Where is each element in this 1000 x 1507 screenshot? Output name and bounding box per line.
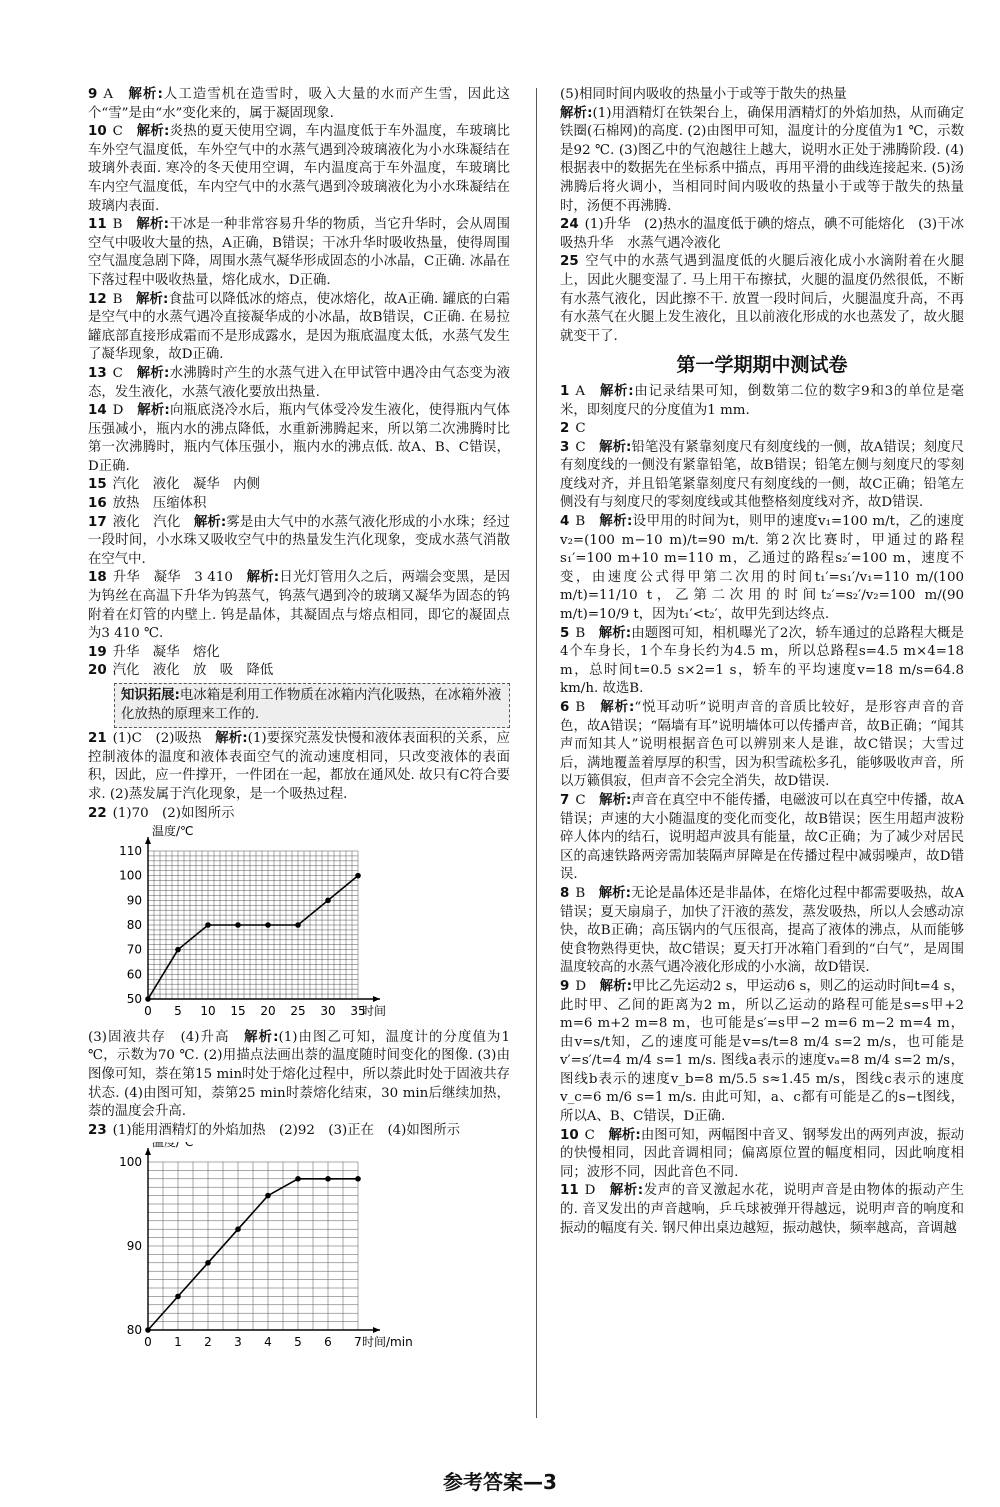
item-number: 14	[88, 403, 107, 419]
answer-item	[560, 420, 964, 439]
answer-item-22-analysis	[88, 1029, 510, 1122]
item-number: 9	[88, 87, 98, 102]
analysis-label: 解析:	[246, 570, 280, 586]
x-tick-label: 7	[354, 1335, 362, 1350]
item-number: 25	[560, 254, 579, 270]
data-point	[145, 1328, 151, 1334]
right-answer-list-b	[560, 383, 964, 1238]
x-tick-label: 4	[264, 1335, 272, 1350]
x-tick-label: 10	[200, 1004, 216, 1019]
data-point	[175, 1294, 181, 1300]
item-answer: D	[112, 403, 124, 419]
data-point	[325, 1176, 331, 1182]
analysis-label: 解析:	[599, 439, 632, 455]
x-tick-label: 5	[294, 1335, 302, 1350]
item-text: 雾是由大气中的水蒸气液化形成的小水珠；经过一段时间，小水珠又吸收空气中的热量发生汽化现象，变成水蒸气消散在空气中.	[88, 514, 511, 567]
x-tick-label: 20	[260, 1004, 276, 1019]
item-number: 17	[88, 514, 107, 530]
answer-item	[88, 514, 510, 570]
data-point	[175, 947, 181, 953]
answer-item	[560, 792, 964, 885]
item-number: 6	[560, 700, 570, 715]
item-number: 10	[560, 1127, 579, 1143]
data-point	[355, 1176, 361, 1182]
item-number: 19	[88, 644, 107, 660]
item-answer: C	[584, 1127, 595, 1143]
answer-item	[88, 644, 510, 663]
item-number: 9	[560, 978, 570, 994]
item-number: 3	[560, 439, 570, 455]
item-answer: 升华 凝华 3 410	[112, 570, 233, 586]
item-number: 5	[560, 625, 570, 641]
item-answer: A	[575, 383, 585, 399]
column-divider	[536, 88, 537, 1418]
item-text: “悦耳动听”说明声音的音质比较好，是形容声音的音色，故A错误；“隔墙有耳”说明墙体可以传播声音，故B正确；“闻其声而知其人”说明根据音色可以辨别来人是谁，故C错误；大雪过后，满地覆盖着厚厚的积雪，因为积雪疏松多孔，能够吸收声音，所以万籁俱寂，但声音不会完全消失，故D错误.	[560, 700, 965, 790]
knowledge-tip	[114, 683, 510, 728]
item-number: 24	[560, 217, 579, 233]
item-number: 11	[88, 217, 107, 233]
y-tick-label: 60	[126, 967, 142, 982]
answer-item	[560, 885, 964, 978]
analysis-label: 解析:	[136, 217, 170, 233]
answer-item	[88, 123, 510, 216]
answer-23-analysis	[560, 105, 964, 217]
left-answer-list	[88, 86, 510, 681]
item-number: 2	[560, 421, 570, 437]
analysis-label: 解析:	[599, 383, 634, 399]
y-tick-label: 80	[126, 1323, 142, 1338]
x-tick-label: 0	[144, 1004, 152, 1019]
x-tick-label: 25	[290, 1004, 306, 1019]
item-text: 人工造雪机在造雪时，吸入大量的水而产生雪，因此这个“雪”是由“水”变化来的，属于凝固现象.	[88, 87, 511, 121]
x-axis-arrow	[373, 996, 380, 1002]
answer-item	[560, 216, 964, 253]
item-answer: 汽化 液化 放 吸 降低	[112, 663, 274, 679]
item-answer: B	[575, 514, 586, 530]
chart-naphthalene	[108, 825, 510, 1027]
analysis-label: 解析:	[193, 514, 227, 530]
data-point	[325, 898, 331, 904]
item-text: 干冰是一种非常容易升华的物质，当它升华时，会从周围空气中吸收大量的热，A正确，B错误；干冰升华时吸收热量，使得周围空气温度急剧下降，周围水蒸气凝华形成固态的小冰晶，C正确. 冰晶在下落过程中吸收热量，熔化成水，D正确.	[88, 217, 511, 288]
answer-item-22	[88, 805, 510, 824]
answer-item	[88, 86, 510, 123]
analysis-label: 解析:	[599, 978, 632, 994]
x-tick-label: 5	[174, 1004, 182, 1019]
analysis-label: 解析:	[599, 792, 632, 808]
item-number: 22	[88, 805, 107, 821]
item-number: 15	[88, 477, 107, 493]
x-tick-label: 3	[234, 1335, 242, 1350]
analysis-label: 解析:	[128, 87, 163, 102]
item-text: 发声的音叉激起水花，说明声音是由物体的振动产生的. 音叉发出的声音越响，乒乓球被弹开得越远，说明声音的响度和振动的幅度有关. 钢尺伸出桌边越短，振动越快，频率越高，音调越	[560, 1183, 965, 1236]
analysis-label: 解析:	[609, 1183, 644, 1199]
analysis-label: 解析:	[599, 514, 633, 530]
x-tick-label: 30	[320, 1004, 336, 1019]
y-tick-label: 90	[126, 1239, 142, 1254]
section-title: 第一学期期中测试卷	[676, 354, 848, 377]
analysis-label: 解析:	[244, 1029, 279, 1045]
item-answer: A	[103, 87, 113, 102]
item-answer: (1)C (2)吸热	[112, 731, 202, 747]
data-point	[355, 873, 361, 879]
item-text: 由记录结果可知，倒数第二位的数字9和3的单位是毫米，即刻度尺的分度值为1 mm.	[560, 383, 964, 418]
y-axis-arrow	[145, 1148, 151, 1155]
item-answer: C	[575, 792, 586, 808]
answer-item	[88, 291, 510, 365]
item-text: 食盐可以降低冰的熔点，使冰熔化，故A正确. 罐底的白霜是空气中的水蒸气遇冷直接凝华成的小冰晶，故B错误，C正确. 在易拉罐底部直接形成霜而不是形成露水，是因为瓶底温度太低，水蒸气发生了凝华现象，故D正确.	[88, 291, 511, 363]
item-answer: (1)70 (2)如图所示	[112, 805, 235, 821]
analysis-label: 解析:	[215, 731, 248, 747]
item-number: 4	[560, 514, 570, 530]
item-text: 甲比乙先运动2 s，甲运动6 s，则乙的运动时间t=4 s，此时甲、乙间的距离为2 m，所以乙运动的路程可能是s=s甲+2 m=6 m+2 m=8 m，也可能是s′=s甲−2 m=6 m−2 m=4 m，由v=s/t知，乙的速度可能是v=s/t=8 m/4 s=2 m/s，也可能是v′=s′/t=4 m/4 s=1 m/s. 图线a表示的速度vₐ=8 m/4 s=2 m/s，图线b表示的速度v_b=8 m/5.5 s≈1.45 m/s，图线c表示的速度v_c=6 m/6 s=1 m/s. 由此可知，a、c都有可能是乙的s−t图线，所以A、B、C错误，D正确.	[560, 978, 965, 1125]
chart-boiling	[108, 1142, 510, 1364]
analysis-label: 解析:	[136, 124, 170, 140]
y-tick-label: 50	[126, 992, 142, 1007]
item-answer: (3)固液共存 (4)升高	[88, 1029, 230, 1045]
item-text: 炎热的夏天使用空调，车内温度低于车外温度，车玻璃比车外空气温度低，车外空气中的水蒸气遇到冷玻璃液化为小水珠凝结在玻璃外表面. 寒冷的冬天使用空调，车内温度高于车外温度，车玻璃比车内空气温度低，车内空气中的水蒸气遇到冷玻璃液化为小水珠凝结在玻璃内表面.	[88, 124, 511, 214]
item-answer: B	[112, 291, 123, 307]
item-text: 设甲用的时间为t，则甲的速度v₁=100 m/t，乙的速度v₂=(100 m−10 m)/t=90 m/t. 第2次比赛时，甲通过的路程s₁′=100 m+10 m=110 m，乙通过的路程s₂′=100 m，速度不变，由速度公式得甲第二次用的时间t₁′=s₁′/v₁=110 m/(100 m/t)=11/10 t，乙第二次用的时间t₂′=s₂′/v₂=100 m/(90 m/t)=10/9 t，因为t₁′<t₂′，故甲先到达终点.	[560, 514, 964, 623]
answer-item	[560, 1127, 964, 1183]
x-tick-label: 35	[350, 1004, 366, 1019]
item-number: 20	[88, 663, 107, 679]
item-answer: C	[112, 124, 123, 140]
answer-item	[88, 495, 510, 514]
y-tick-label: 70	[126, 942, 142, 957]
answer-item	[88, 476, 510, 495]
answer-item	[88, 662, 510, 681]
answer-item	[560, 978, 964, 1127]
y-tick-label: 90	[126, 893, 142, 908]
x-tick-label: 2	[204, 1335, 212, 1350]
item-answer: (1)能用酒精灯的外焰加热 (2)92 (3)正在 (4)如图所示	[112, 1122, 460, 1138]
answer-item	[560, 1182, 964, 1238]
y-axis-arrow	[145, 837, 151, 844]
item-answer: C	[575, 421, 586, 437]
analysis-label: 解析:	[560, 105, 593, 121]
answer-item	[560, 253, 964, 346]
item-answer: C	[575, 439, 586, 455]
y-tick-label: 110	[119, 844, 142, 859]
item-answer: B	[575, 885, 586, 901]
item-answer: 液化 汽化	[112, 514, 181, 530]
x-axis-arrow	[373, 1327, 380, 1333]
item-number: 23	[88, 1122, 107, 1138]
right-answer-list-a	[560, 216, 964, 346]
item-number: 10	[88, 124, 107, 140]
analysis-label: 解析:	[608, 1127, 641, 1143]
data-point	[265, 1193, 271, 1199]
item-text: 声音在真空中不能传播，电磁波可以在真空中传播，故A错误；声速的大小随温度的变化而变化，故B错误；医生用超声波粉碎人体内的结石，说明超声波具有能量，故C正确；为了减少对居民区的高速铁路两旁需加装隔声屏障是在传播过程中减弱噪声，故D错误.	[560, 792, 965, 883]
data-point	[235, 1227, 241, 1233]
item-number: 21	[88, 731, 107, 747]
answer-item-21	[88, 730, 510, 804]
analysis-label: 解析:	[600, 700, 635, 715]
analysis-label: 解析:	[598, 625, 632, 641]
item-number: 18	[88, 570, 107, 586]
item-answer: 升华 凝华 熔化	[112, 644, 220, 660]
answer-item	[560, 383, 964, 420]
item-answer: 汽化 液化 凝华 内侧	[112, 477, 260, 493]
data-point	[145, 996, 151, 1002]
data-point	[205, 922, 211, 928]
item-text: 日光灯管用久之后，两端会变黑，是因为钨丝在高温下升华为钨蒸气，钨蒸气遇到冷的玻璃又凝华为固态的钨附着在灯管的内壁上. 钨是晶体，其凝固点与熔点相同，即它的凝固点为3 410 ℃.	[88, 570, 511, 642]
item-answer: (1)升华 (2)热水的温度低于碘的熔点，碘不可能熔化 (3)干冰吸热升华 水蒸气遇冷液化	[560, 217, 964, 251]
x-tick-label: 0	[144, 1335, 152, 1350]
x-tick-label: 6	[324, 1335, 332, 1350]
x-axis-label: 时间/min	[362, 1335, 413, 1350]
temperature-time-chart-2	[108, 1142, 438, 1357]
item-number: 12	[88, 291, 107, 307]
y-tick-label: 80	[126, 918, 142, 933]
analysis-label: 解析:	[136, 365, 170, 381]
item-number: 13	[88, 365, 107, 381]
answer-23-continued	[560, 86, 964, 105]
tip-label: 知识拓展:	[121, 688, 180, 703]
item-text: 向瓶底浇冷水后，瓶内气体受冷发生液化，使得瓶内气体压强减小，瓶内水的沸点降低，水重新沸腾起来，所以第二次沸腾时比第一次沸腾时，瓶内气体压强小，瓶内水的沸点低. 故A、B、C错误，D正确.	[88, 403, 511, 474]
y-tick-label: 100	[119, 1155, 142, 1170]
y-tick-label: 100	[119, 868, 142, 883]
item-answer: C	[112, 365, 123, 381]
tip-text: 电冰箱是利用工作物质在冰箱内汽化吸热，在冰箱外液化放热的原理来工作的.	[121, 688, 502, 722]
data-point	[235, 922, 241, 928]
item-number: 11	[560, 1183, 579, 1199]
right-column	[560, 86, 964, 1238]
item-text: 由图可知，两幅图中音叉、钢琴发出的两列声波，振动的快慢相同，因此音调相同；偏离原位置的幅度相同，因此响度相同；波形不同，因此音色不同.	[560, 1127, 965, 1180]
left-column	[88, 86, 510, 1366]
answer-item-23	[88, 1122, 510, 1141]
data-point	[205, 1260, 211, 1266]
answer-item	[560, 625, 964, 699]
x-tick-label: 15	[230, 1004, 246, 1019]
analysis-label: 解析:	[137, 403, 170, 419]
data-point	[265, 922, 271, 928]
item-number: 7	[560, 792, 570, 808]
item-text: 水沸腾时产生的水蒸气进入在甲试管中遇冷由气态变为液态，发生液化，水蒸气液化要放出热量.	[88, 365, 511, 400]
item-text: (1)要探究蒸发快慢和液体表面积的关系，应控制液体的温度和液体表面空气的流动速度相同，只改变液体的表面积，因此，应一件撑开，一件团在一起，都放在通风处. 故只有C符合要求. (2)蒸发属于汽化现象，是一个吸热过程.	[88, 731, 511, 802]
analysis-label: 解析:	[598, 885, 632, 901]
item-text: 由题图可知，相机曝光了2次，轿车通过的总路程大概是4个车身长，1个车身长约为4.5 m，所以总路程s=4.5 m×4=18 m，总时间t=0.5 s×2=1 s，轿车的平均速度v=18 m/s=64.8 km/h. 故选B.	[560, 625, 964, 697]
item-number: 16	[88, 496, 107, 512]
item-number: 8	[560, 885, 570, 901]
answer-item	[88, 216, 510, 290]
y-axis-label: 温度/℃	[152, 1142, 194, 1150]
page-footer: 参考答案—3	[443, 1470, 557, 1494]
answer-item	[88, 402, 510, 476]
x-tick-label: 1	[174, 1335, 182, 1350]
analysis-label: 解析:	[136, 291, 169, 307]
answer-item	[560, 439, 964, 513]
item-text: 无论是晶体还是非晶体，在熔化过程中都需要吸热，故A错误；夏天扇扇子，加快了汗液的蒸发，蒸发吸热，所以人会感动凉快，故B正确；高压锅内的气压很高，提高了液体的沸点，从而能够使食物熟得更快，故C错误；夏天打开冰箱门看到的“白气”，是周围温度较高的水蒸气遇冷液化形成的小水滴，故D错误.	[560, 885, 964, 976]
answer-item	[88, 365, 510, 402]
x-axis-label: 时间	[362, 1004, 387, 1019]
item-answer: B	[575, 700, 586, 715]
item-text: (1)用酒精灯在铁架台上，确保用酒精灯的外焰加热，从而确定铁圈(石棉网)的高度. (2)由图甲可知，温度计的分度值为1 ℃，示数是92 ℃. (3)图乙中的气泡越往上越大，说明水正处于沸腾阶段. (4)根据表中的数据先在坐标系中描点，再用平滑的曲线连接起来. (5)汤沸腾后将火调小，当相同时间内吸收的热量小于或等于散失的热量时，汤便不再沸腾.	[560, 105, 965, 214]
item-number: 1	[560, 383, 570, 399]
item-answer: D	[584, 1183, 596, 1199]
answer-item	[560, 513, 964, 625]
item-answer: 放热 压缩体积	[112, 496, 207, 512]
item-text: (1)由图乙可知，温度计的分度值为1 ℃，示数为70 ℃. (2)用描点法画出萘的温度随时间变化的图像. (3)由图像可知，萘在第15 min时处于熔化过程中，所以萘此时处于固液共存状态. (4)由图可知，萘第25 min时萘熔化结束，30 min后继续加热，萘的温度会升高.	[88, 1029, 511, 1120]
answer-item	[560, 699, 964, 792]
item-answer: D	[575, 978, 587, 994]
item-text: 铅笔没有紧靠刻度尺有刻度线的一侧，故A错误；刻度尺有刻度线的一侧没有紧靠铅笔，故B错误；铅笔左侧与刻度尺的零刻度线对齐，并且铅笔紧靠刻度尺有刻度线的一侧，故C正确；铅笔左侧没有与刻度尺的零刻度线或其他整格刻度线对齐，故D错误.	[560, 439, 965, 511]
temperature-time-chart-1	[108, 825, 438, 1020]
answer-item	[88, 569, 510, 643]
data-point	[295, 1176, 301, 1182]
item-text: (5)相同时间内吸收的热量小于或等于散失的热量	[560, 87, 847, 102]
item-answer: B	[112, 217, 123, 233]
data-line	[148, 876, 358, 999]
data-point	[295, 922, 301, 928]
y-axis-label: 温度/℃	[152, 825, 194, 839]
item-answer: B	[575, 625, 586, 641]
item-text: 空气中的水蒸气遇到温度低的火腿后液化成小水滴附着在火腿上，因此火腿变湿了. 马上用干布擦拭，火腿的温度仍然很低，不断有水蒸气液化，因此擦不干. 放置一段时间后，火腿温度升高，不再有水蒸气在火腿上发生液化，且以前液化形成的水也蒸发了，故火腿就变干了.	[560, 254, 964, 344]
